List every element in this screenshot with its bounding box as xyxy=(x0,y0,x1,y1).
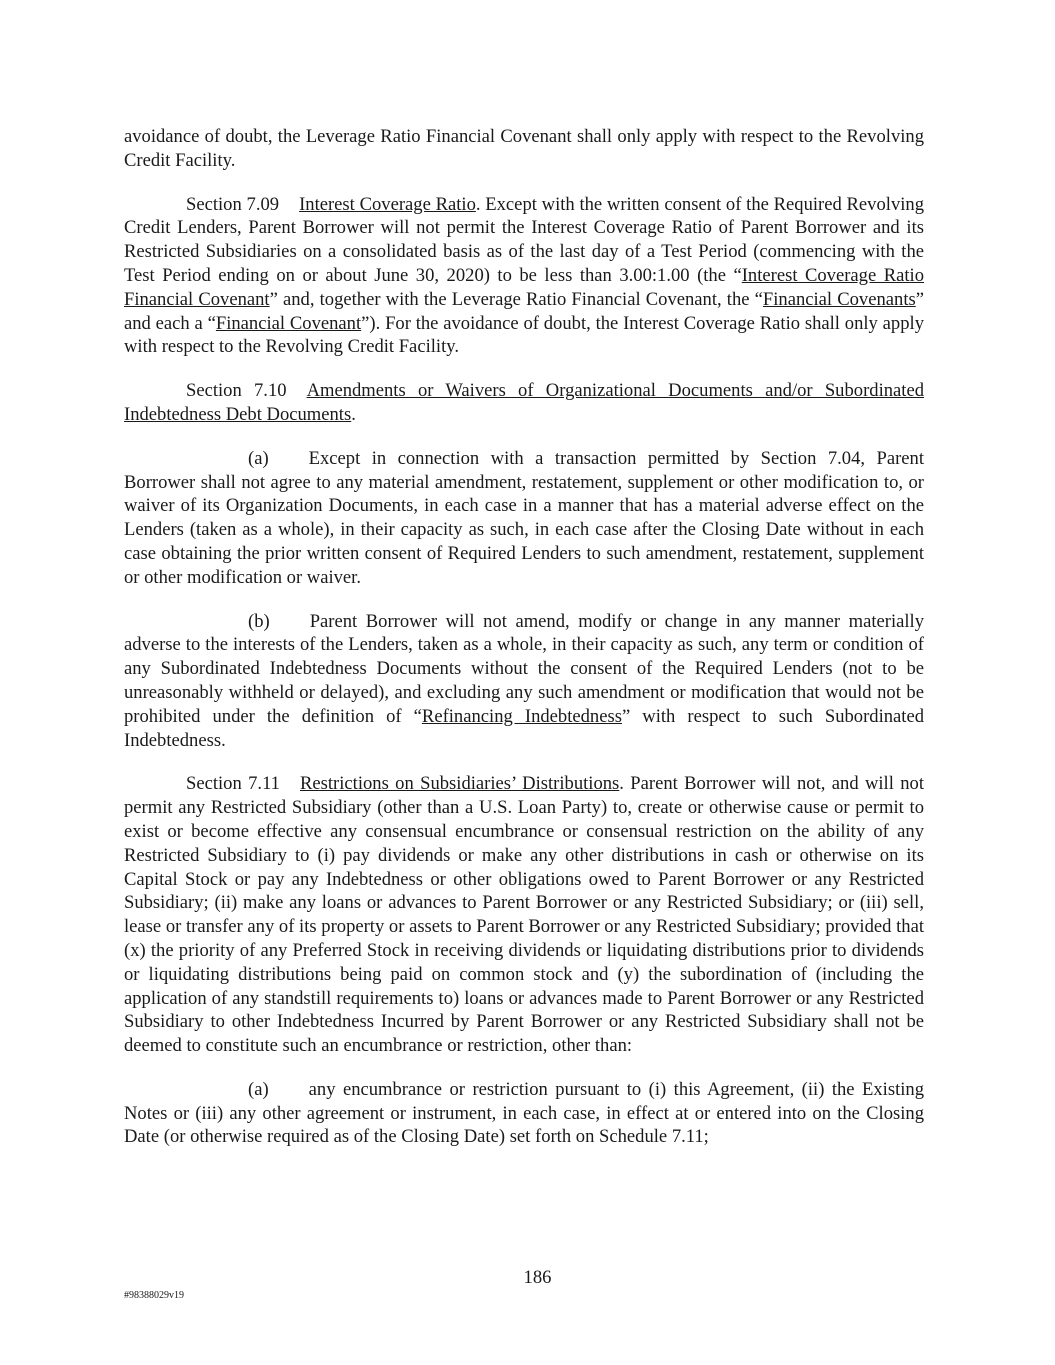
section-7-10 xyxy=(124,379,924,427)
section-7-11-a xyxy=(124,1078,924,1149)
section-7-09 xyxy=(124,193,924,360)
section-7-09-number: Section 7.09 xyxy=(186,193,280,215)
defined-term-interest-coverage-ratio-financial-covenant: Interest Coverage Ratio Financial Covenant xyxy=(124,264,925,310)
defined-term-financial-covenant: Financial Covenant xyxy=(215,312,362,334)
page-number: 186 xyxy=(523,1267,552,1288)
intro-text: avoidance of doubt, the Leverage Ratio Financial Covenant shall only apply with respect to the Revolving Credit Facility. xyxy=(124,126,924,171)
defined-term-refinancing-indebtedness: Refinancing Indebtedness xyxy=(421,705,622,727)
section-7-11 xyxy=(124,772,924,1058)
section-7-10-end: . xyxy=(351,403,356,425)
section-7-10-a-label: (a) xyxy=(248,447,269,469)
section-7-11-text: . Parent Borrower will not, and will not permit any Restricted Subsidiary (other than a U.S. Loan Party) to, create or otherwise cause or permit to exist or become effective any consensual encumbrance or consensual restriction on the ability of any Restricted Subsidiary to (i) pay dividends or make any other distributions in cash or otherwise on its Capital Stock or pay any Indebtedness or other obligations owed to Parent Borrower or any Restricted Subsidiary; (ii) make any loans or advances to Parent Borrower or any Restricted Subsidiary; or (iii) sell, lease or transfer any of its property or assets to Parent Borrower or any Restricted Subsidiary; provided that (x) the priority of any Preferred Stock in receiving dividends or liquidating distributions prior to dividends or liquidating distributions being paid on common stock and (y) the subordination of (including the application of any standstill requirements to) loans or advances made to Parent Borrower or any Restricted Subsidiary to other Indebtedness Incurred by Parent Borrower or any Restricted Subsidiary shall not be deemed to constitute such an encumbrance or restriction, other than: xyxy=(124,773,924,1057)
document-body xyxy=(124,125,924,1149)
section-7-09-title: Interest Coverage Ratio xyxy=(299,193,476,215)
section-7-09-text-3: ” and each a “ xyxy=(124,288,924,334)
section-7-11-a-text: any encumbrance or restriction pursuant to (i) this Agreement, (ii) the Existing Notes or (iii) any other agreement or instrument, in each case, in effect at or entered into on the Closing Date (or otherwise required as of the Closing Date) set forth on Schedule 7.11; xyxy=(124,1078,924,1148)
section-7-10-b-label: (b) xyxy=(248,610,270,632)
section-7-10-a-text: Except in connection with a transaction permitted by Section 7.04, Parent Borrower shall not agree to any material amendment, restatement, supplement or other modification to, or waiver of its Organization Documents, in each case in a manner that has a material adverse effect on the Lenders (taken as a whole), in their capacity as such, in each case after the Closing Date without in each case obtaining the prior written consent of Required Lenders to such amendment, restatement, supplement or other modification or waiver. xyxy=(124,447,924,588)
section-7-10-b-text-1: Parent Borrower will not amend, modify or change in any manner materially adverse to the interests of the Lenders, taken as a whole, in their capacity as such, any term or condition of any Subordinated Indebtedness Documents without the consent of the Required Lenders (not to be unreasonably withheld or delayed), and excluding any such amendment or modification that would not be prohibited under the definition of “ xyxy=(124,610,924,727)
section-7-11-a-label: (a) xyxy=(248,1078,269,1100)
section-7-10-b xyxy=(124,610,924,753)
defined-term-financial-covenants: Financial Covenants xyxy=(762,288,916,310)
section-7-09-text-4: ”). For the avoidance of doubt, the Interest Coverage Ratio shall only apply with respect to the Revolving Credit Facility. xyxy=(124,312,924,358)
intro-paragraph xyxy=(124,125,924,173)
section-7-11-title: Restrictions on Subsidiaries’ Distributions xyxy=(299,773,620,795)
section-7-10-number: Section 7.10 xyxy=(186,380,287,402)
section-7-10-title: Amendments or Waivers of Organizational Documents and/or Subordinated Indebtedness Debt Documents xyxy=(124,380,924,425)
document-id: #98388029v19 xyxy=(124,1290,184,1301)
section-7-10-a xyxy=(124,447,924,590)
section-7-09-text-1: . Except with the written consent of the Required Revolving Credit Lenders, Parent Borrower will not permit the Interest Coverage Ratio of Parent Borrower and its Restricted Subsidiaries on a consolidated basis as of the last day of a Test Period (commencing with the Test Period ending on or about June 30, 2020) to be less than 3.00:1.00 (the “ xyxy=(124,193,925,286)
section-7-11-number: Section 7.11 xyxy=(186,773,280,795)
section-7-09-text-2: ” and, together with the Leverage Ratio Financial Covenant, the “ xyxy=(269,288,763,310)
section-7-10-b-text-2: ” with respect to such Subordinated Indebtedness. xyxy=(124,705,925,751)
